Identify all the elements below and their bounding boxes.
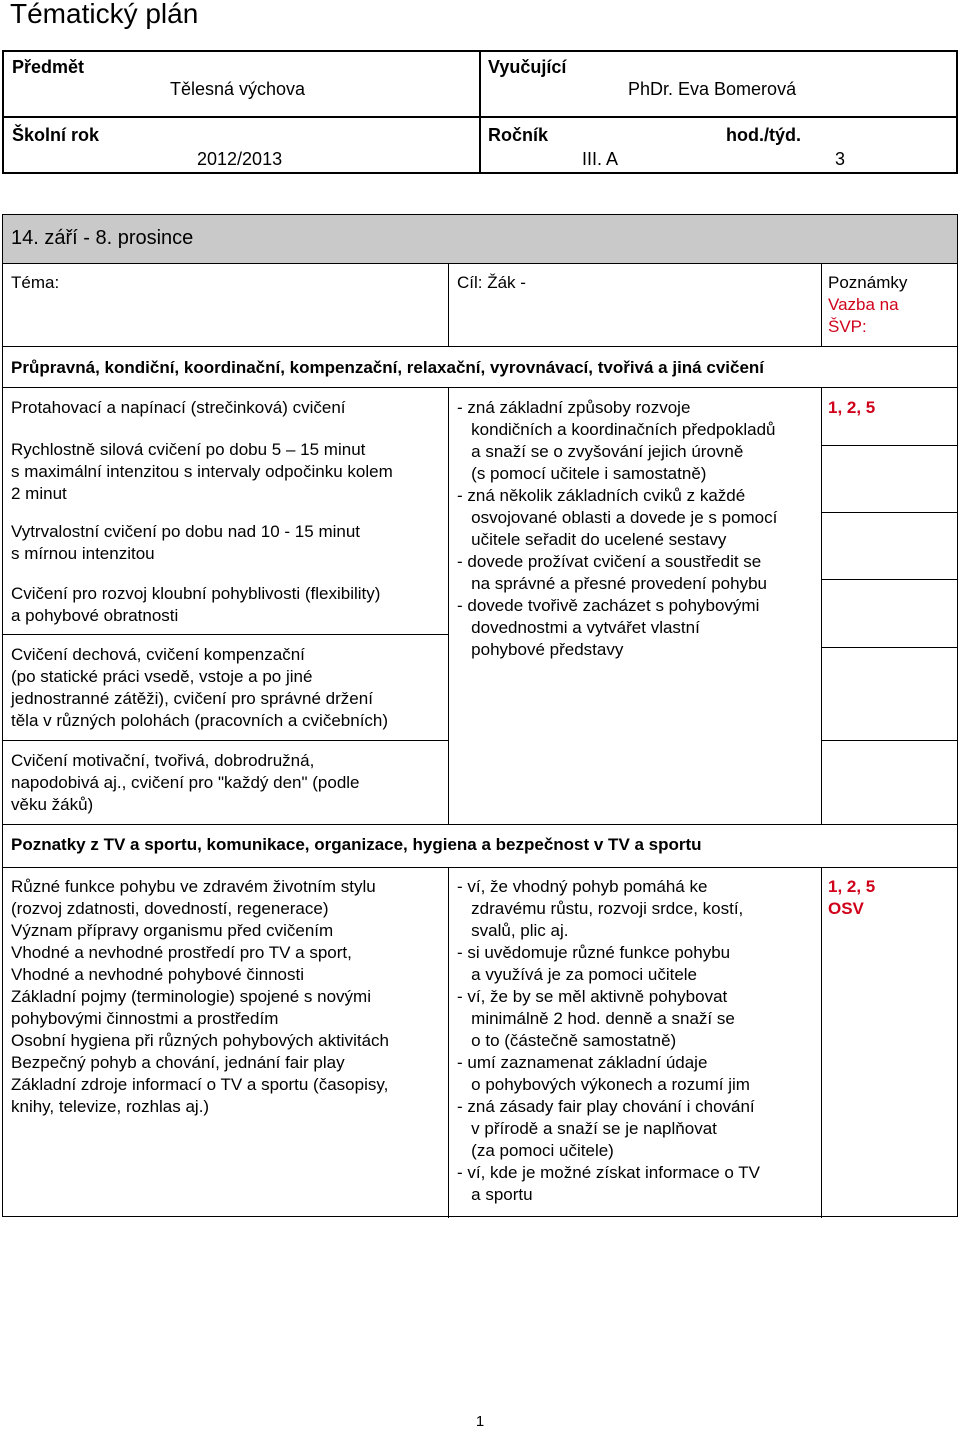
- topic-line: Vhodné a nevhodné prostředí pro TV a sport,: [11, 943, 352, 962]
- goal-line: - ví, že vhodný pohyb pomáhá ke: [457, 877, 708, 896]
- goal-line: - ví, že by se měl aktivně pohybovat: [457, 987, 728, 1006]
- topic-line: Různé funkce pohybu ve zdravém životním stylu: [11, 877, 376, 896]
- period-row: [3, 215, 957, 264]
- hours-label: hod./týd.: [726, 125, 801, 145]
- goal-line: a využívá je za pomoci učitele: [457, 965, 698, 984]
- hours-value: 3: [835, 149, 846, 169]
- topic-text: věku žáků): [11, 795, 94, 814]
- topic-text: Cvičení pro rozvoj kloubní pohyblivosti (flexibility): [11, 584, 381, 603]
- goal-line: - zná zásady fair play chování i chování: [457, 1097, 755, 1116]
- goal-line: (s pomocí učitele i samostatně): [457, 464, 707, 483]
- plan-table: [2, 214, 958, 1217]
- topic-text: Vytrvalostní cvičení po dobu nad 10 - 15 minut: [11, 522, 361, 541]
- topic-text: 2 minut: [11, 484, 67, 503]
- goal-line: - zná základní způsoby rozvoje: [457, 398, 691, 417]
- topic-line: knihy, televize, rozhlas aj.): [11, 1097, 210, 1116]
- goal-line: o to (částečně samostatně): [457, 1031, 677, 1050]
- topic-line: Bezpečný pohyb a chování, jednání fair play: [11, 1053, 345, 1072]
- goal-line: minimálně 2 hod. denně a snaží se: [457, 1009, 735, 1028]
- section2-link-line2: OSV: [828, 899, 864, 918]
- topic-text: s mírnou intenzitou: [11, 544, 155, 563]
- page-title: Tématický plán: [10, 0, 199, 29]
- subject-label: Předmět: [12, 57, 85, 77]
- notes-column-header: Poznámky: [828, 273, 908, 292]
- goal-line: - umí zaznamenat základní údaje: [457, 1053, 708, 1072]
- grid-line: [3, 346, 957, 347]
- section2-topics: [11, 876, 389, 1118]
- goal-line: - dovede tvořivě zacházet s pohybovými: [457, 596, 760, 615]
- goal-line: učitele seřadit do ucelené sestavy: [457, 530, 727, 549]
- section1-goals: [457, 397, 777, 661]
- header-divider-horizontal: [4, 116, 956, 118]
- section2-goals: [457, 876, 760, 1206]
- topic-text: s maximální intenzitou s intervaly odpočinku kolem: [11, 462, 393, 481]
- section1-heading: Průpravná, kondiční, koordinační, kompenzační, relaxační, vyrovnávací, tvořivá a jiná cvičení: [11, 358, 765, 377]
- topic-text: a pohybové obratnosti: [11, 606, 179, 625]
- grid-line: [448, 867, 449, 1218]
- grid-line: [3, 634, 449, 635]
- topic-column-header: Téma:: [11, 273, 60, 292]
- topic-text: těla v různých polohách (pracovních a cvičebních): [11, 711, 389, 730]
- topic-line: Základní zdroje informací o TV a sportu (časopisy,: [11, 1075, 389, 1094]
- goal-column-header: Cíl: Žák -: [457, 273, 526, 292]
- grid-line: [822, 512, 957, 513]
- goal-line: zdravému růstu, rozvoji srdce, kostí,: [457, 899, 744, 918]
- goal-line: osvojované oblasti a dovede je s pomocí: [457, 508, 778, 527]
- grid-line: [3, 824, 957, 825]
- goal-line: a sportu: [457, 1185, 533, 1204]
- goal-line: na správné a přesné provedení pohybu: [457, 574, 767, 593]
- goal-line: svalů, plic aj.: [457, 921, 569, 940]
- section1-link: 1, 2, 5: [828, 398, 876, 417]
- grade-value: III. A: [582, 149, 619, 169]
- header-divider-vertical: [479, 52, 481, 172]
- grid-line: [822, 445, 957, 446]
- goal-line: - si uvědomuje různé funkce pohybu: [457, 943, 731, 962]
- link-column-header-line2: ŠVP:: [828, 317, 867, 336]
- topic-line: Vhodné a nevhodné pohybové činnosti: [11, 965, 305, 984]
- period-label: 14. září - 8. prosince: [11, 227, 194, 249]
- grid-line: [821, 387, 822, 824]
- topic-text: napodobivá aj., cvičení pro "každý den" (podle: [11, 773, 360, 792]
- goal-line: pohybové představy: [457, 640, 624, 659]
- grid-line: [448, 263, 449, 346]
- topic-text: Rychlostně silová cvičení po dobu 5 – 15 minut: [11, 440, 366, 459]
- link-column-header-line1: Vazba na: [828, 295, 899, 314]
- grid-line: [822, 579, 957, 580]
- topic-line: (rozvoj zdatnosti, dovedností, regenerace): [11, 899, 329, 918]
- grid-line: [3, 740, 449, 741]
- year-label: Školní rok: [12, 125, 100, 145]
- topic-text: Cvičení dechová, cvičení kompenzační: [11, 645, 305, 664]
- goal-line: o pohybových výkonech a rozumí jim: [457, 1075, 750, 1094]
- section2-heading: Poznatky z TV a sportu, komunikace, organizace, hygiena a bezpečnost v TV a sportu: [11, 835, 702, 854]
- grid-line: [3, 867, 957, 868]
- teacher-label: Vyučující: [488, 57, 567, 77]
- goal-line: v přírodě a snaží se je naplňovat: [457, 1119, 717, 1138]
- topic-text: Protahovací a napínací (strečinková) cvičení: [11, 398, 346, 417]
- grade-label: Ročník: [488, 125, 549, 145]
- goal-line: - dovede prožívat cvičení a soustředit se: [457, 552, 762, 571]
- goal-line: kondičních a koordinačních předpokladů: [457, 420, 776, 439]
- grid-line: [821, 867, 822, 1218]
- goal-line: dovednostmi a vytvářet vlastní: [457, 618, 700, 637]
- grid-line: [3, 387, 957, 388]
- topic-line: Základní pojmy (terminologie) spojené s novými: [11, 987, 371, 1006]
- grid-line: [448, 387, 449, 824]
- topic-text: Cvičení motivační, tvořivá, dobrodružná,: [11, 751, 315, 770]
- page-number: 1: [475, 1413, 485, 1430]
- topic-text: jednostranné zátěži), cvičení pro správné držení: [11, 689, 373, 708]
- subject-value: Tělesná výchova: [170, 79, 306, 99]
- goal-line: - zná několik základních cviků z každé: [457, 486, 746, 505]
- teacher-value: PhDr. Eva Bomerová: [628, 79, 797, 99]
- topic-line: Význam přípravy organismu před cvičením: [11, 921, 334, 940]
- goal-line: - ví, kde je možné získat informace o TV: [457, 1163, 760, 1182]
- grid-line: [822, 740, 957, 741]
- goal-line: (za pomoci učitele): [457, 1141, 614, 1160]
- year-value: 2012/2013: [197, 149, 283, 169]
- grid-line: [822, 647, 957, 648]
- topic-line: Osobní hygiena při různých pohybových aktivitách: [11, 1031, 389, 1050]
- section2-link-line1: 1, 2, 5: [828, 877, 876, 896]
- grid-line: [821, 263, 822, 346]
- header-info-table: [2, 50, 958, 174]
- topic-line: pohybovými činnostmi a prostředím: [11, 1009, 279, 1028]
- goal-line: a snaží se o zvyšování jejich úrovně: [457, 442, 744, 461]
- topic-text: (po statické práci vsedě, vstoje a po jiné: [11, 667, 313, 686]
